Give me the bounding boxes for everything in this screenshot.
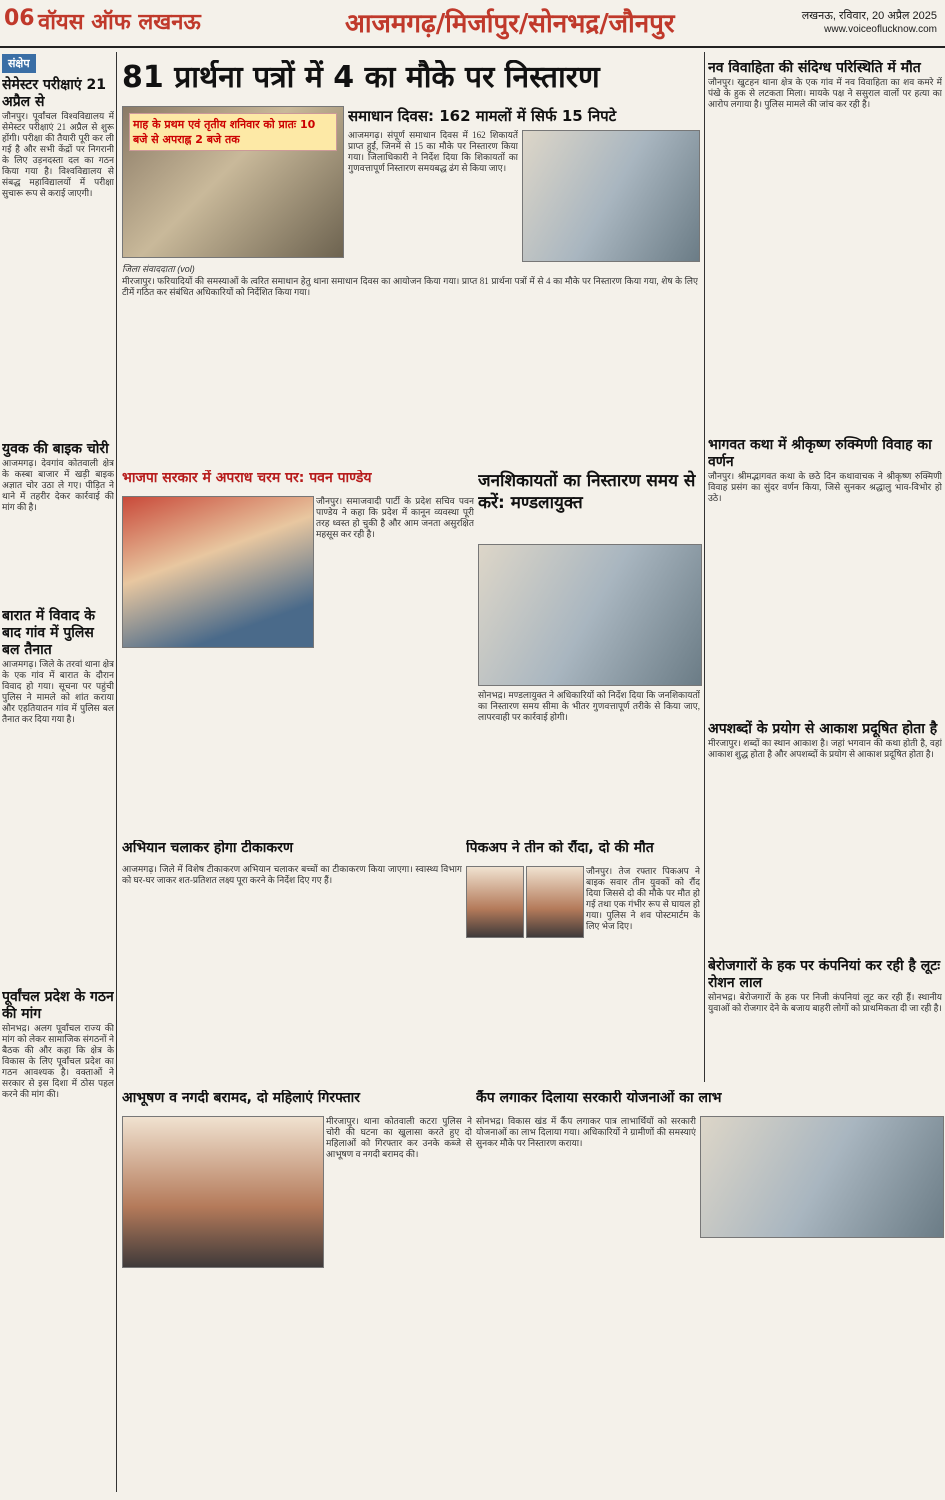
victim-photo-1 <box>466 866 524 938</box>
brief-label: संक्षेप <box>2 54 36 73</box>
headline-arrest: आभूषण व नगदी बरामद, दो महिलाएं गिरफ्तार <box>122 1090 361 1106</box>
story-purvanchal: सोनभद्र। अलग पूर्वांचल राज्य की मांग को लेकर सामाजिक संगठनों ने बैठक की और कहा कि क्षेत्र के विकास के लिए पूर्वांचल प्रदेश का गठन आवश्यक है। वक्ताओं ने सरकार से इस दिशा में ठोस पहल करने की मांग की। <box>2 1023 114 1099</box>
subheadline: समाधान दिवस: 162 मामलों में सिर्फ 15 निपटे <box>348 107 617 125</box>
left-column <box>2 52 114 1492</box>
photo-banner: माह के प्रथम एवं तृतीय शनिवार को प्रातः 10 बजे से अपराह्न 2 बजे तक <box>129 113 337 151</box>
pawan-pandey-photo <box>122 496 314 648</box>
issue-date: लखनऊ, रविवार, 20 अप्रैल 2025 <box>801 10 937 22</box>
arrest-photo <box>122 1116 324 1268</box>
right-column <box>708 60 942 1084</box>
story-pickup-accident: जौनपुर। तेज रफ्तार पिकअप ने बाइक सवार तीन युवकों को रौंद दिया जिससे दो की मौके पर मौत हो गई तथा एक गंभीर रूप से घायल हो गया। पुलिस ने शव पोस्टमार्टम के लिए भेज दिए। <box>586 866 700 931</box>
camp-photo <box>700 1116 944 1238</box>
grievance-box <box>478 470 700 540</box>
story-grievance: सोनभद्र। मण्डलायुक्त ने अधिकारियों को निर्देश दिया कि जनशिकायतों का निस्तारण समय सीमा के भीतर गुणवत्तापूर्ण तरीके से किया जाए, लापरवाही पर कार्रवाई होगी। <box>478 690 700 722</box>
story-camp: सोनभद्र। विकास खंड में कैंप लगाकर पात्र लाभार्थियों को सरकारी योजनाओं का लाभ दिलाया गया। अधिकारियों ने ग्रामीणों की समस्याएं सुनकर मौके पर निस्तारण कराया। <box>476 1116 696 1148</box>
section-title: आजमगढ़/मिर्जापुर/सोनभद्र/जौनपुर <box>345 9 675 39</box>
story-mirzapur: मीरजापुर। फरियादियों की समस्याओं के त्वरित समाधान हेतु थाना समाधान दिवस का आयोजन किया गया। प्राप्त 81 प्रार्थना पत्रों में से 4 का मौके पर निस्तारण किया गया, शेष के लिए टीमें गठित कर संबंधित अधिकारियों को निर्देशित किया गया। <box>122 276 698 297</box>
website: www.voiceoflucknow.com <box>824 24 937 35</box>
headline-bike-theft: युवक की बाइक चोरी <box>2 441 109 457</box>
headline-purvanchal: पूर्वांचल प्रदेश के गठन की मांग <box>2 989 114 1022</box>
paper-title: वॉयस ऑफ लखनऊ <box>38 9 201 35</box>
headline-bjp-crime: भाजपा सरकार में अपराध चरम पर: पवन पाण्डेय <box>122 470 372 486</box>
story-vaccine: आजमगढ़। जिले में विशेष टीकाकरण अभियान चलाकर बच्चों का टीकाकरण किया जाएगा। स्वास्थ्य विभाग को घर-घर जाकर शत-प्रतिशत लक्ष्य पूरा करने के निर्देश दिए गए हैं। <box>122 864 462 885</box>
headline-wedding-dispute: बारात में विवाद के बाद गांव में पुलिस बल तैनात <box>2 608 95 658</box>
samadhan-photo <box>522 130 700 262</box>
story-wedding-dispute: आजमगढ़। जिले के तरवां थाना क्षेत्र के एक गांव में बारात के दौरान विवाद हो गया। सूचना पर पहुंची पुलिस ने मामले को शांत कराया और एहतियातन गांव में पुलिस बल तैनात कर दिया गया है। <box>2 659 114 724</box>
headline-semester: सेमेस्टर परीक्षाएं 21 अप्रैल से <box>2 77 107 110</box>
headline-vaccine: अभियान चलाकर होगा टीकाकरण <box>122 840 294 856</box>
meeting-photo <box>122 106 344 258</box>
headline-bhagwat-katha: भागवत कथा में श्रीकृष्ण रुक्मिणी विवाह का वर्णन <box>708 437 932 470</box>
byline-1: जिला संवाददाता (vol) <box>122 264 195 274</box>
story-apshabd: मीरजापुर। शब्दों का स्थान आकाश है। जहां भगवान की कथा होती है, वहां आकाश शुद्ध होता है और अपशब्दों के प्रयोग से आकाश प्रदूषित होता है। <box>708 738 942 759</box>
story-unemployed: सोनभद्र। बेरोजगारों के हक पर निजी कंपनियां लूट कर रही हैं। स्थानीय युवाओं को रोजगार देने के बजाय बाहरी लोगों को प्राथमिकता दी जा रही है। <box>708 992 942 1013</box>
headline-camp: कैंप लगाकर दिलाया सरकारी योजनाओं का लाभ <box>476 1090 722 1106</box>
grievance-photo <box>478 544 702 686</box>
story-samadhan: आजमगढ़। संपूर्ण समाधान दिवस में 162 शिकायतें प्राप्त हुईं, जिनमें से 15 का मौके पर निस्तारण किया गया। जिलाधिकारी ने निर्देश दिया कि शिकायतों का गुणवत्तापूर्ण निस्तारण समयबद्ध ढंग से किया जाए। <box>348 130 518 173</box>
page-number: 06 <box>4 6 35 31</box>
headline-unemployed: बेरोजगारों के हक पर कंपनियां कर रही है लूटः रोशन लाल <box>708 958 941 991</box>
masthead <box>0 0 945 48</box>
headline-grievance: जनशिकायतों का निस्तारण समय से करें: मण्डलायुक्त <box>478 471 696 513</box>
story-bjp-crime: जौनपुर। समाजवादी पार्टी के प्रदेश सचिव पवन पाण्डेय ने कहा कि प्रदेश में कानून व्यवस्था पूरी तरह ध्वस्त हो चुकी है और आम जनता असुरक्षित महसूस कर रही है। <box>316 496 474 539</box>
story-bhagwat-katha: जौनपुर। श्रीमद्भागवत कथा के छठे दिन कथावाचक ने श्रीकृष्ण रुक्मिणी विवाह प्रसंग का सुंदर वर्णन किया, जिसे सुनकर श्रद्धालु भाव-विभोर हो उठे। <box>708 471 942 503</box>
main-headline: 81 प्रार्थना पत्रों में 4 का मौके पर निस्तारण <box>122 60 600 95</box>
victim-photo-2 <box>526 866 584 938</box>
headline-bride-death: नव विवाहिता की संदिग्ध परिस्थिति में मौत <box>708 60 921 76</box>
story-semester: जौनपुर। पूर्वांचल विश्वविद्यालय में सेमेस्टर परीक्षाएं 21 अप्रैल से शुरू होंगी। परीक्षा की तैयारी पूरी कर ली गई है और सभी केंद्रों पर निगरानी के लिए उड़नदस्ता दल का गठन किया गया है। विश्वविद्यालय से संबद्ध महाविद्यालयों में परीक्षा सुचारू रूप से कराई जाएगी। <box>2 111 114 198</box>
story-bike-theft: आजमगढ़। देवगांव कोतवाली क्षेत्र के कस्बा बाजार में खड़ी बाइक अज्ञात चोर उठा ले गए। पीड़ित ने थाने में तहरीर देकर कार्रवाई की मांग की है। <box>2 458 114 512</box>
headline-apshabd: अपशब्दों के प्रयोग से आकाश प्रदूषित होता है <box>708 721 938 737</box>
story-arrest: मीरजापुर। थाना कोतवाली कटरा पुलिस ने चोरी की घटना का खुलासा करते हुए दो महिलाओं को गिरफ्तार कर उनके कब्जे से आभूषण व नगदी बरामद की। <box>326 1116 472 1159</box>
story-bride-death: जौनपुर। खुटहन थाना क्षेत्र के एक गांव में नव विवाहिता का शव कमरे में पंखे के हुक से लटकता मिला। मायके पक्ष ने ससुराल वालों पर हत्या का आरोप लगाया है। पुलिस मामले की जांच कर रही है। <box>708 77 942 109</box>
headline-pickup-accident: पिकअप ने तीन को रौंदा, दो की मौत <box>466 840 654 856</box>
